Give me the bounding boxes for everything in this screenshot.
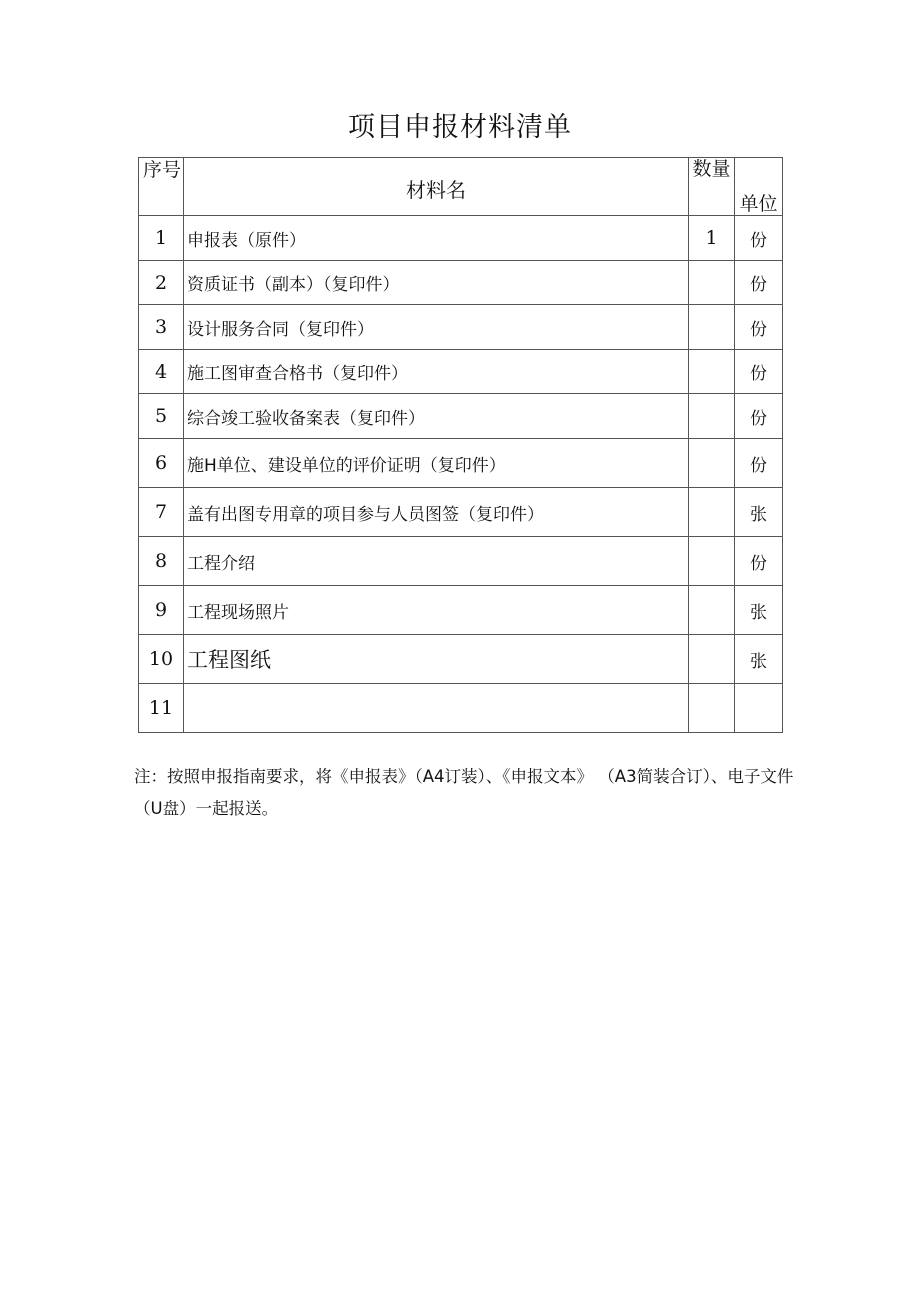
row-qty — [689, 488, 735, 537]
row-qty — [689, 586, 735, 635]
header-unit: 单位 — [735, 158, 783, 216]
row-name: 工程图纸 — [184, 635, 689, 684]
row-name: 施H单位、建设单位的评价证明（复印件） — [184, 439, 689, 488]
table-row — [139, 394, 783, 439]
row-name: 综合竣工验收备案表（复印件） — [184, 394, 689, 439]
row-qty — [689, 537, 735, 586]
header-qty: 数量 — [689, 158, 735, 216]
row-name: 资质证书（副本）（复印件） — [184, 261, 689, 305]
table-row — [139, 439, 783, 488]
row-qty — [689, 394, 735, 439]
row-qty — [689, 684, 735, 733]
header-no: 序号 — [139, 158, 184, 216]
row-unit: 份 — [735, 216, 783, 261]
row-no: 5 — [139, 394, 184, 439]
footnote: 注：按照申报指南要求，将《申报表》（A4订装）、《申报文本》 （A3简装合订）、电子文件（U盘）一起报送。 — [134, 767, 794, 818]
row-no: 6 — [139, 439, 184, 488]
table-row — [139, 684, 783, 733]
row-unit: 份 — [735, 537, 783, 586]
row-unit: 张 — [735, 586, 783, 635]
row-qty — [689, 439, 735, 488]
header-name: 材料名 — [184, 158, 689, 216]
table-row — [139, 635, 783, 684]
row-no: 4 — [139, 350, 184, 394]
row-unit — [735, 684, 783, 733]
materials-table — [138, 157, 783, 733]
row-unit: 份 — [735, 305, 783, 350]
row-unit: 份 — [735, 350, 783, 394]
row-unit: 张 — [735, 635, 783, 684]
row-no: 2 — [139, 261, 184, 305]
row-no: 7 — [139, 488, 184, 537]
page-title: 项目申报材料清单 — [348, 112, 572, 143]
row-no: 11 — [139, 684, 184, 733]
row-no: 1 — [139, 216, 184, 261]
table-row — [139, 261, 783, 305]
row-no: 9 — [139, 586, 184, 635]
row-qty — [689, 635, 735, 684]
row-unit: 份 — [735, 394, 783, 439]
table-row — [139, 488, 783, 537]
row-name: 施工图审查合格书（复印件） — [184, 350, 689, 394]
row-name: 盖有出图专用章的项目参与人员图签（复印件） — [184, 488, 689, 537]
row-qty — [689, 261, 735, 305]
row-name: 工程介绍 — [184, 537, 689, 586]
row-unit: 份 — [735, 261, 783, 305]
row-name: 申报表（原件） — [184, 216, 689, 261]
table-header-row — [139, 158, 783, 216]
table-row — [139, 537, 783, 586]
row-no: 10 — [139, 635, 184, 684]
row-name: 工程现场照片 — [184, 586, 689, 635]
table-row — [139, 216, 783, 261]
row-qty — [689, 350, 735, 394]
table-row — [139, 350, 783, 394]
row-no: 3 — [139, 305, 184, 350]
row-name: 设计服务合同（复印件） — [184, 305, 689, 350]
row-unit: 份 — [735, 439, 783, 488]
row-qty — [689, 305, 735, 350]
row-name — [184, 684, 689, 733]
table-row — [139, 586, 783, 635]
row-unit: 张 — [735, 488, 783, 537]
row-qty: 1 — [689, 216, 735, 261]
table-row — [139, 305, 783, 350]
row-no: 8 — [139, 537, 184, 586]
